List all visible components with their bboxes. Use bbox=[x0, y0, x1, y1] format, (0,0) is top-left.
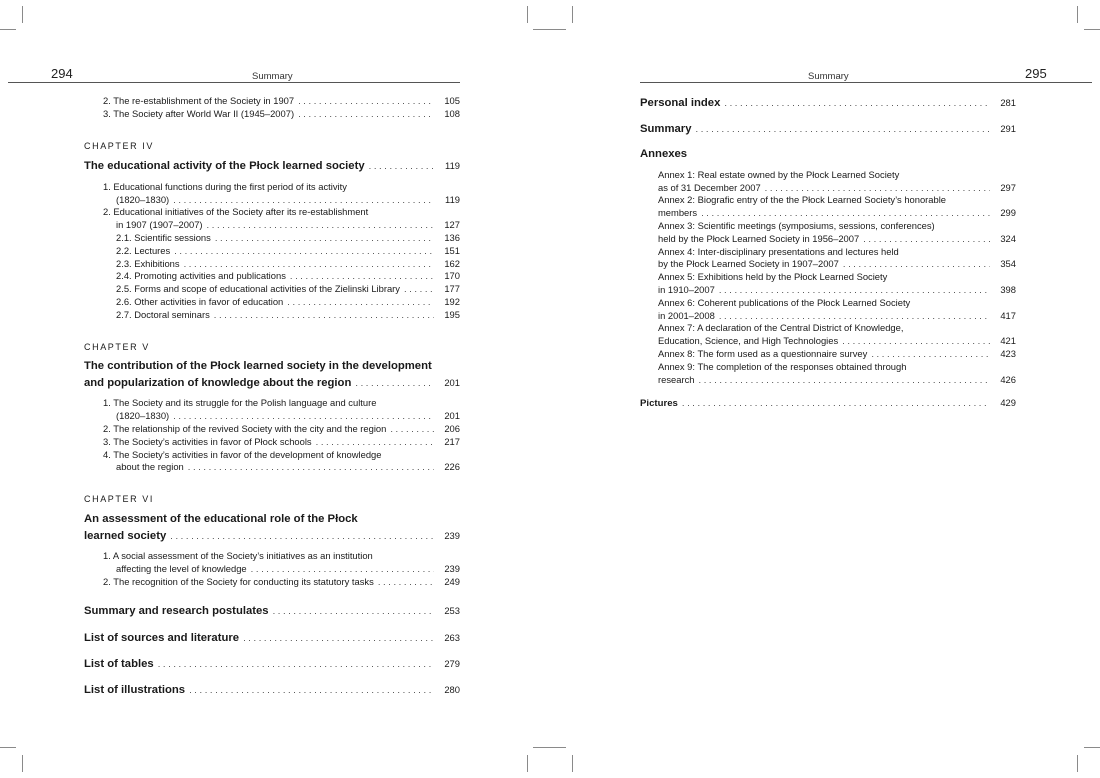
personal-index-entry[interactable]: Personal index . . . 281 bbox=[640, 95, 1016, 112]
annex-entry[interactable]: Annex 5: Exhibitions held by the Płock Learned Society in 1910–2007 . . . 398 bbox=[640, 271, 1016, 297]
chapter-title[interactable]: The educational activity of the Płock learned society . . . 119 bbox=[84, 158, 460, 175]
header-rule bbox=[8, 82, 460, 83]
toc-subentry[interactable]: 2.6. Other activities in favor of education . . . 192 bbox=[84, 296, 460, 309]
page-number: 295 bbox=[1025, 66, 1047, 81]
annex-entry[interactable]: Annex 4: Inter-disciplinary presentations and lectures held by the Płock Learned Society in 1907–2007 . . . 354 bbox=[640, 246, 1016, 272]
page-number: 294 bbox=[51, 66, 73, 81]
chapter-title[interactable]: An assessment of the educational role of the Płock learned society . . . 239 bbox=[84, 512, 460, 544]
chapter-heading: CHAPTER V bbox=[84, 341, 150, 352]
toc-entry[interactable]: 1. The Society and its struggle for the Polish language and culture (1820–1830) . . . 201 bbox=[84, 397, 460, 423]
annex-entry[interactable]: Annex 9: The completion of the responses obtained through research . . . 426 bbox=[640, 361, 1016, 387]
back-matter-entry[interactable]: List of illustrations . . . 280 bbox=[84, 682, 460, 699]
chapter-heading: CHAPTER VI bbox=[84, 494, 155, 505]
toc-entry[interactable]: 2. The relationship of the revived Society with the city and the region . . . 206 bbox=[84, 423, 460, 436]
toc-subentry[interactable]: 2.2. Lectures . . . 151 bbox=[84, 245, 460, 258]
right-page bbox=[550, 0, 1100, 778]
toc-subentry[interactable]: 2.5. Forms and scope of educational activities of the Zielinski Library . . . 177 bbox=[84, 283, 460, 296]
back-matter-entry[interactable]: List of sources and literature . . . 263 bbox=[84, 630, 460, 647]
toc-entry[interactable]: 3. The Society’s activities in favor of Płock schools . . . 217 bbox=[84, 436, 460, 449]
toc-entry[interactable]: 3. The Society after World War II (1945–2007) . . . 108 bbox=[84, 108, 460, 121]
toc-entry[interactable]: 2. The re-establishment of the Society in 1907 . . . 105 bbox=[84, 95, 460, 108]
running-head: Summary bbox=[252, 71, 293, 82]
pictures-entry[interactable]: Pictures . . . 429 bbox=[640, 395, 1016, 412]
back-matter-entry[interactable]: Summary and research postulates . . . 253 bbox=[84, 603, 460, 620]
chapter-heading: CHAPTER IV bbox=[84, 140, 155, 151]
annex-entry[interactable]: Annex 3: Scientific meetings (symposiums, sessions, conferences) held by the Płock Learned Society in 1956–2007 . . . 324 bbox=[640, 220, 1016, 246]
summary-entry[interactable]: Summary . . . 291 bbox=[640, 121, 1016, 138]
annex-entry[interactable]: Annex 7: A declaration of the Central District of Knowledge, Education, Science, and High Technologies . . . 421 bbox=[640, 322, 1016, 348]
toc-subentry[interactable]: 2.1. Scientific sessions . . . 136 bbox=[84, 232, 460, 245]
toc-subentry[interactable]: 2.4. Promoting activities and publications . . . 170 bbox=[84, 270, 460, 283]
toc-entry[interactable]: 1. Educational functions during the first period of its activity (1820–1830) . . . 119 bbox=[84, 181, 460, 207]
header-rule bbox=[640, 82, 1092, 83]
annex-entry[interactable]: Annex 1: Real estate owned by the Płock Learned Society as of 31 December 2007 . . . 297 bbox=[640, 169, 1016, 195]
toc-entry[interactable]: 2. Educational initiatives of the Society after its re-establishment in 1907 (1907–2007) . . . 127 bbox=[84, 206, 460, 232]
back-matter-entry[interactable]: List of tables . . . 279 bbox=[84, 656, 460, 673]
annex-entry[interactable]: Annex 2: Biografic entry of the the Płock Learned Society’s honorable members . . . 299 bbox=[640, 194, 1016, 220]
toc-subentry[interactable]: 2.7. Doctoral seminars . . . 195 bbox=[84, 309, 460, 322]
chapter-title[interactable]: The contribution of the Płock learned society in the development and popularization of knowledge about the region . . . 201 bbox=[84, 359, 460, 391]
running-head: Summary bbox=[808, 71, 849, 82]
toc-right bbox=[640, 95, 1016, 412]
toc-entry[interactable]: 1. A social assessment of the Society’s initiatives as an institution affecting the level of knowledge . . . 239 bbox=[84, 550, 460, 576]
annex-entry[interactable]: Annex 6: Coherent publications of the Płock Learned Society in 2001–2008 . . . 417 bbox=[640, 297, 1016, 323]
annex-entry[interactable]: Annex 8: The form used as a questionnaire survey . . . 423 bbox=[640, 348, 1016, 361]
toc-entry[interactable]: 2. The recognition of the Society for conducting its statutory tasks . . . 249 bbox=[84, 576, 460, 589]
annexes-heading: Annexes bbox=[640, 148, 688, 161]
toc-entry[interactable]: 4. The Society’s activities in favor of the development of knowledge about the region . . . 226 bbox=[84, 449, 460, 475]
toc-subentry[interactable]: 2.3. Exhibitions . . . 162 bbox=[84, 258, 460, 271]
toc-left bbox=[84, 95, 460, 698]
